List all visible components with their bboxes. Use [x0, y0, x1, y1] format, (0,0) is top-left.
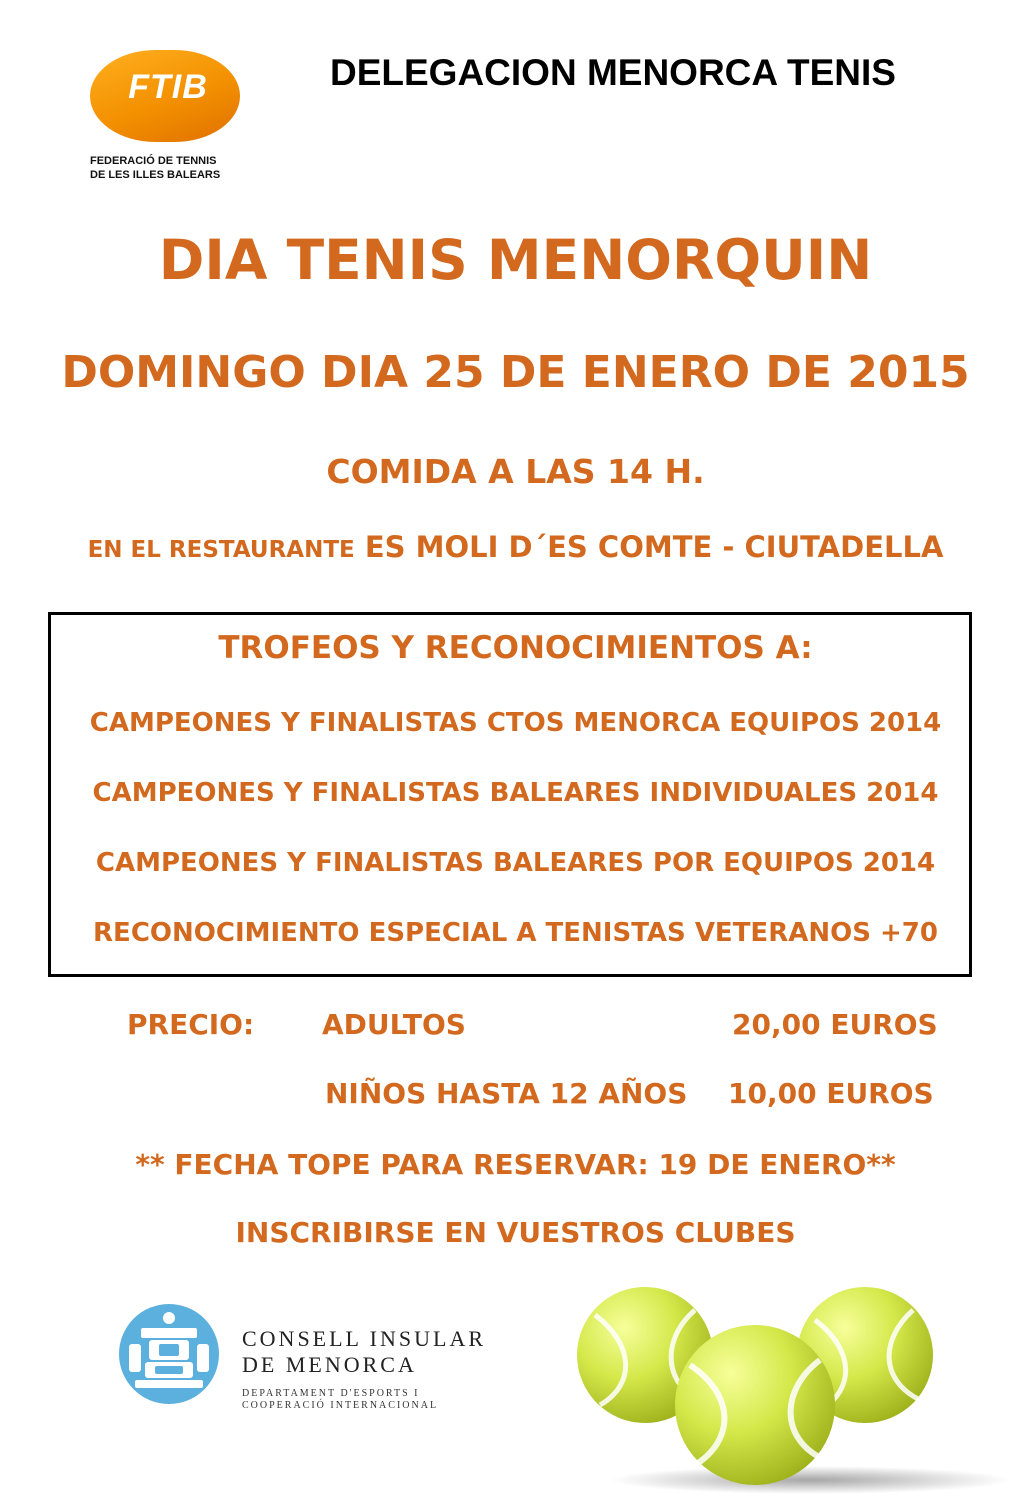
header-title: DELEGACION MENORCA TENIS — [330, 52, 896, 93]
consell-name — [242, 1326, 486, 1378]
meal-time: COMIDA A LAS 14 H. — [326, 452, 705, 491]
ftib-logo-text: FTIB — [128, 68, 208, 106]
event-date: DOMINGO DIA 25 DE ENERO DE 2015 — [61, 347, 970, 398]
ftib-logo — [90, 50, 245, 190]
consell-department — [242, 1388, 438, 1412]
venue-line — [0, 530, 1031, 564]
consell-name-line1: CONSELL INSULAR — [242, 1326, 487, 1351]
tennis-balls-image — [575, 1275, 1030, 1495]
consell-dept-line1: DEPARTAMENT D'ESPORTS I — [242, 1388, 420, 1399]
award-item: CAMPEONES Y FINALISTAS BALEARES POR EQUIPOS 2014 — [95, 848, 936, 878]
price-label: PRECIO: — [127, 1008, 255, 1041]
kids-price: 10,00 EUROS — [728, 1077, 934, 1110]
award-item: RECONOCIMIENTO ESPECIAL A TENISTAS VETERANOS +70 — [93, 918, 938, 948]
signup-note: INSCRIBIRSE EN VUESTROS CLUBES — [235, 1216, 796, 1249]
venue-prefix: EN EL RESTAURANTE — [87, 537, 355, 563]
consell-seal-icon — [115, 1300, 223, 1408]
consell-name-line2: DE MENORCA — [242, 1352, 417, 1377]
ftib-subtitle-line2: DE LES ILLES BALEARS — [90, 169, 221, 181]
adults-price: 20,00 EUROS — [732, 1008, 938, 1041]
awards-heading: TROFEOS Y RECONOCIMIENTOS A: — [218, 630, 813, 666]
consell-logo — [115, 1300, 495, 1420]
kids-label: NIÑOS HASTA 12 AÑOS — [325, 1077, 688, 1110]
event-title: DIA TENIS MENORQUIN — [158, 228, 873, 292]
tennis-ball-icon — [675, 1325, 835, 1485]
ftib-logo-subtitle — [90, 154, 250, 182]
adults-label: ADULTOS — [322, 1008, 466, 1041]
award-item: CAMPEONES Y FINALISTAS CTOS MENORCA EQUIPOS 2014 — [89, 708, 942, 738]
consell-dept-line2: COOPERACIÓ INTERNACIONAL — [242, 1400, 439, 1411]
venue-name: ES MOLI D´ES COMTE - CIUTADELLA — [364, 530, 944, 564]
award-item: CAMPEONES Y FINALISTAS BALEARES INDIVIDUALES 2014 — [92, 778, 939, 808]
ftib-subtitle-line1: FEDERACIÓ DE TENNIS — [90, 155, 217, 167]
reservation-deadline: ** FECHA TOPE PARA RESERVAR: 19 DE ENERO** — [135, 1148, 896, 1181]
